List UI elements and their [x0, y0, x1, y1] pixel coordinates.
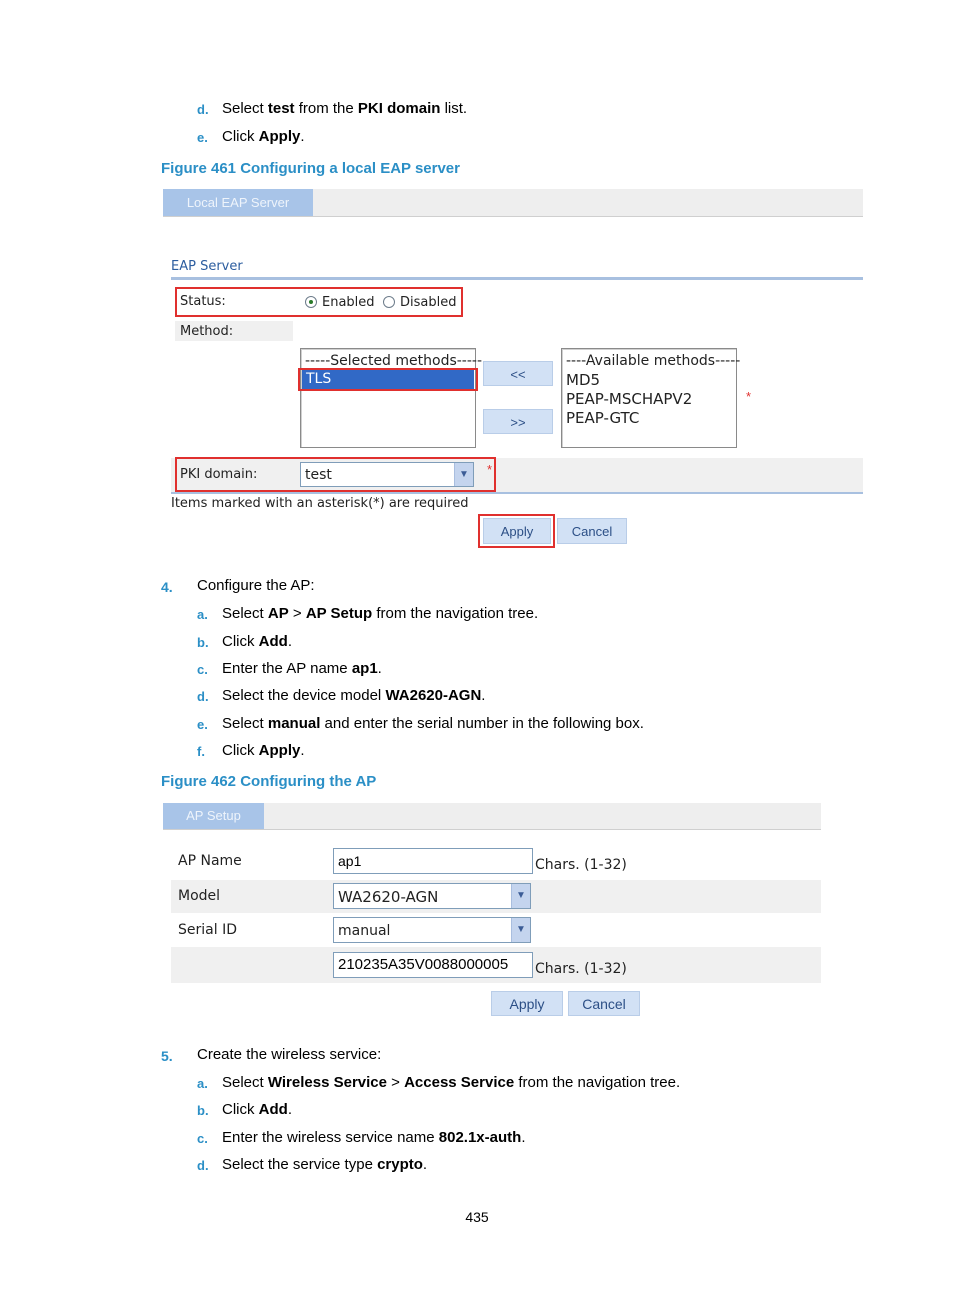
text-run: >	[386, 1074, 405, 1091]
text-run: .	[521, 1129, 526, 1146]
required-asterisk: *	[487, 462, 493, 477]
model-label: Model	[178, 888, 221, 904]
bold-term: manual	[267, 715, 321, 732]
text-run: list.	[440, 100, 468, 117]
step-letter: c.	[197, 662, 208, 677]
text-run: .	[377, 660, 382, 677]
highlight-box	[478, 514, 555, 548]
serial-mode-select[interactable]	[333, 917, 531, 943]
text-run: Select	[222, 1074, 268, 1091]
text-run: .	[422, 1156, 428, 1173]
bold-term: crypto	[377, 1156, 423, 1173]
cancel-button[interactable]: Cancel	[568, 991, 640, 1016]
radio-disabled[interactable]	[383, 296, 395, 308]
bold-term: PKI domain	[357, 100, 441, 117]
text-run: .	[300, 742, 305, 759]
text-run: >	[288, 605, 306, 622]
radio-disabled-label: Disabled	[400, 295, 457, 310]
bold-term: Apply	[258, 742, 301, 759]
figure-caption: Figure 461 Configuring a local EAP server	[161, 160, 460, 177]
ap-name-input[interactable]: ap1	[333, 848, 533, 874]
step-text	[222, 1156, 427, 1173]
chevron-down-icon[interactable]: ▼	[454, 463, 473, 486]
text-run: from the navigation tree.	[514, 1074, 681, 1091]
text-run: from the	[294, 100, 358, 117]
step-letter: d.	[197, 1158, 209, 1173]
serial-mode-value: manual	[338, 923, 391, 939]
bold-term: 802.1x-auth	[438, 1129, 522, 1146]
section-title: EAP Server	[171, 259, 243, 274]
step-text	[222, 1129, 525, 1146]
ap-name-hint: Chars. (1-32)	[535, 857, 627, 873]
step-text	[222, 1101, 292, 1118]
bold-term: test	[267, 100, 295, 117]
bold-term: AP Setup	[305, 605, 373, 622]
text-run: Select	[222, 100, 268, 117]
apply-button[interactable]: Apply	[483, 518, 551, 544]
text-run: Click	[222, 742, 259, 759]
required-asterisk: *	[746, 389, 752, 404]
bold-term: AP	[267, 605, 289, 622]
pki-domain-value: test	[305, 467, 332, 483]
list-item-tls[interactable]: TLS	[306, 371, 332, 387]
step-letter: a.	[197, 607, 208, 622]
apply-button[interactable]: Apply	[491, 991, 563, 1016]
text-run: .	[300, 128, 305, 145]
step-number: 4.	[161, 579, 173, 595]
step-text	[222, 128, 305, 145]
highlight-box	[175, 457, 496, 492]
text-run: Enter the AP name	[222, 660, 352, 677]
available-methods-header: ----Available methods-----	[566, 353, 741, 369]
model-select[interactable]	[333, 883, 531, 909]
chevron-down-icon[interactable]: ▼	[511, 884, 530, 908]
step-text	[222, 687, 485, 704]
bold-term: Wireless Service	[267, 1074, 387, 1091]
tab-local-eap-server[interactable]: Local EAP Server	[163, 189, 313, 216]
required-note: Items marked with an asterisk(*) are required	[171, 496, 469, 511]
text-run: Click	[222, 128, 259, 145]
figure-caption: Figure 462 Configuring the AP	[161, 773, 377, 790]
step-text	[222, 660, 382, 677]
bold-term: Access Service	[404, 1074, 515, 1091]
step-number: 5.	[161, 1048, 173, 1064]
status-label: Status:	[180, 294, 226, 309]
text-run: Select the service type	[222, 1156, 378, 1173]
pki-domain-label: PKI domain:	[180, 467, 258, 482]
text-run: and enter the serial number in the following box.	[320, 715, 644, 732]
step-letter: e.	[197, 717, 208, 732]
list-item-md5[interactable]: MD5	[566, 371, 601, 389]
step-text	[222, 742, 305, 759]
text-run: Click	[222, 633, 259, 650]
step-text	[222, 715, 644, 732]
bold-term: Add	[258, 633, 288, 650]
text-run: Enter the wireless service name	[222, 1129, 439, 1146]
section-divider	[171, 492, 863, 494]
step-letter: d.	[197, 689, 209, 704]
method-label: Method:	[180, 324, 234, 339]
serial-id-label: Serial ID	[178, 922, 237, 938]
step-letter: a.	[197, 1076, 208, 1091]
step-heading: Configure the AP:	[197, 577, 315, 594]
chevron-down-icon[interactable]: ▼	[511, 918, 530, 942]
step-heading: Create the wireless service:	[197, 1046, 382, 1063]
text-run: from the navigation tree.	[372, 605, 539, 622]
text-run: .	[481, 687, 486, 704]
bold-term: Apply	[258, 128, 301, 145]
highlight-box	[298, 368, 478, 391]
step-text	[222, 1074, 680, 1091]
text-run: Select	[222, 715, 268, 732]
step-letter: b.	[197, 635, 209, 650]
text-run: .	[287, 1101, 293, 1118]
step-letter: b.	[197, 1103, 209, 1118]
step-text	[222, 100, 467, 117]
step-letter: c.	[197, 1131, 208, 1146]
section-divider	[171, 277, 863, 280]
text-run: Click	[222, 1101, 259, 1118]
step-text	[222, 605, 538, 622]
step-letter: f.	[197, 744, 205, 759]
move-left-button[interactable]: <<	[483, 361, 553, 386]
step-text	[222, 633, 292, 650]
serial-number-input[interactable]: 210235A35V0088000005	[333, 952, 533, 978]
text-run: Select	[222, 605, 268, 622]
step-letter: e.	[197, 130, 208, 145]
radio-enabled-label: Enabled	[322, 295, 375, 310]
bold-term: ap1	[351, 660, 378, 677]
model-value: WA2620-AGN	[338, 888, 439, 906]
ap-name-label: AP Name	[178, 853, 242, 869]
list-item-peap-mschapv2[interactable]: PEAP-MSCHAPV2	[566, 390, 693, 408]
text-run: Select the device model	[222, 687, 386, 704]
bold-term: WA2620-AGN	[385, 687, 482, 704]
page-number: 435	[465, 1209, 489, 1225]
serial-number-hint: Chars. (1-32)	[535, 961, 627, 977]
cancel-button[interactable]: Cancel	[557, 518, 627, 544]
radio-enabled[interactable]	[305, 296, 317, 308]
tab-ap-setup[interactable]: AP Setup	[163, 803, 264, 829]
move-right-button[interactable]: >>	[483, 409, 553, 434]
text-run: .	[287, 633, 293, 650]
selected-methods-header: -----Selected methods-----	[305, 353, 483, 369]
bold-term: Add	[258, 1101, 288, 1118]
list-item-peap-gtc[interactable]: PEAP-GTC	[566, 409, 640, 427]
step-letter: d.	[197, 102, 209, 117]
